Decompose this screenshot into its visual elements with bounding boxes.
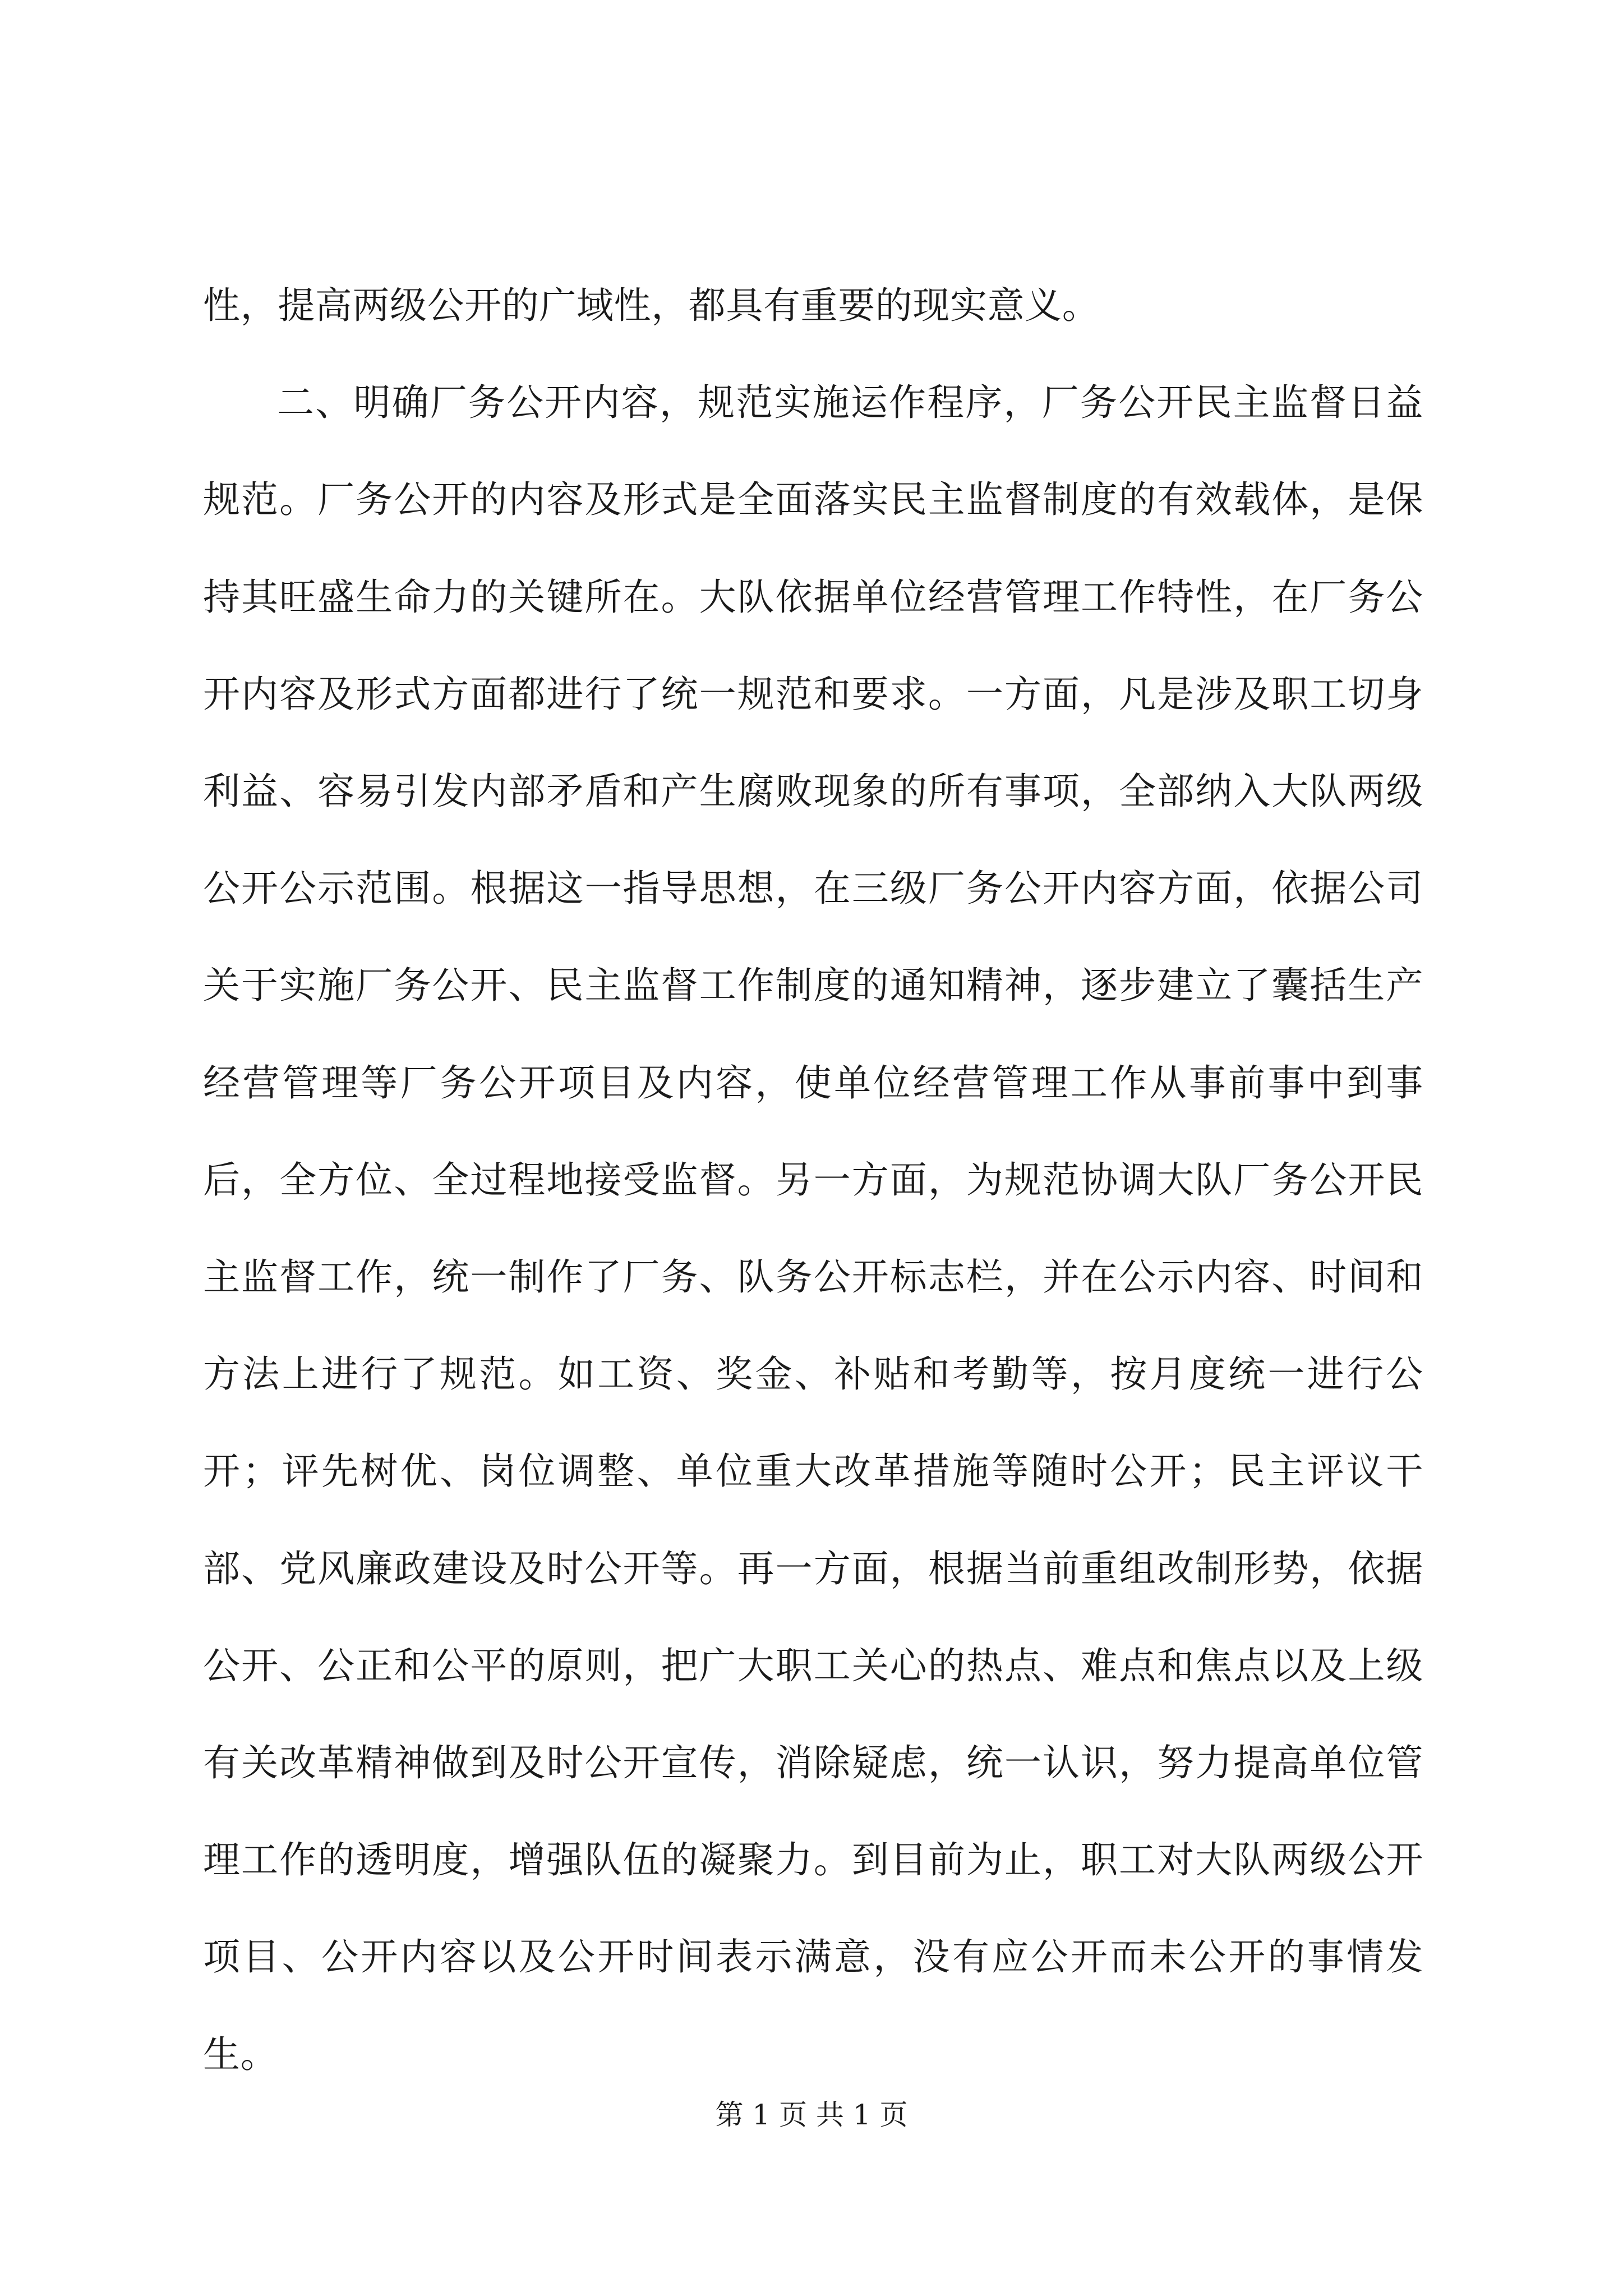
- paragraph-section-two: 二、明确厂务公开内容，规范实施运作程序，厂务公开民主监督日益规范。厂务公开的内容及形式是全面落实民主监督制度的有效载体，是保持其旺盛生命力的关键所在。大队依据单位经营管理工作特性，在厂务公开内容及形式方面都进行了统一规范和要求。一方面，凡是涉及职工切身利益、容易引发内部矛盾和产生腐败现象的所有事项，全部纳入大队两级公开公示范围。根据这一指导思想，在三级厂务公开内容方面，依据公司关于实施厂务公开、民主监督工作制度的通知精神，逐步建立了囊括生产经营管理等厂务公开项目及内容，使单位经营管理工作从事前事中到事后，全方位、全过程地接受监督。另一方面，为规范协调大队厂务公开民主监督工作，统一制作了厂务、队务公开标志栏，并在公示内容、时间和方法上进行了规范。如工资、奖金、补贴和考勤等，按月度统一进行公开；评先树优、岗位调整、单位重大改革措施等随时公开；民主评议干部、党风廉政建设及时公开等。再一方面，根据当前重组改制形势，依据公开、公正和公平的原则，把广大职工关心的热点、难点和焦点以及上级有关改革精神做到及时公开宣传，消除疑虑，统一认识，努力提高单位管理工作的透明度，增强队伍的凝聚力。到目前为止，职工对大队两级公开项目、公开内容以及公开时间表示满意，没有应公开而未公开的事情发生。: [203, 381, 1423, 2076]
- paragraph-continued: 性，提高两级公开的广域性，都具有重要的现实意义。: [203, 284, 1100, 327]
- body-text: [203, 257, 1423, 2103]
- page-footer: 第 1 页 共 1 页: [715, 2099, 908, 2131]
